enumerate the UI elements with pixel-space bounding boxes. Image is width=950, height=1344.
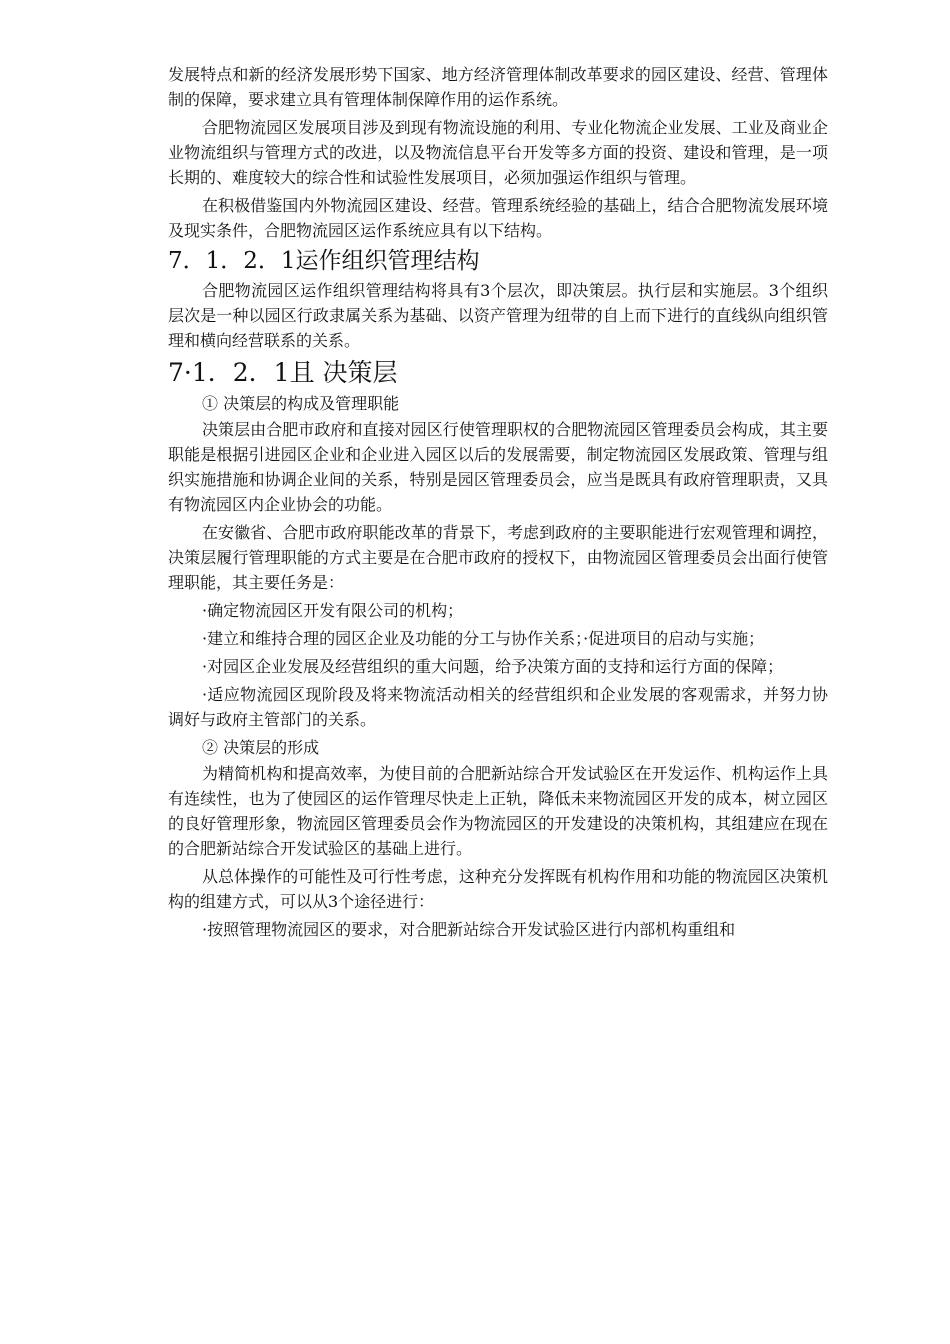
paragraph-4: 合肥物流园区运作组织管理结构将具有3个层次，即决策层。执行层和实施层。3个组织层次是一种以园区行政隶属关系为基础、以资产管理为纽带的自上而下进行的直线纵向组织管理和横向经营联系的关系。 xyxy=(168,281,828,350)
paragraph-3: 在积极借鉴国内外物流园区建设、经营。管理系统经验的基础上，结合合肥物流发展环境及现实条件，合肥物流园区运作系统应具有以下结构。 xyxy=(168,196,828,240)
bullet-item-2: ·建立和维持合理的园区企业及功能的分工与协作关系；·促进项目的启动与实施； xyxy=(202,629,765,648)
bullet-item-3: ·对园区企业发展及经营组织的重大问题，给予决策方面的支持和运行方面的保障； xyxy=(202,657,784,676)
paragraph-8: 从总体操作的可能性及可行性考虑，这种充分发挥既有机构作用和功能的物流园区决策机构的组建方式，可以从3个途径进行： xyxy=(168,867,828,911)
paragraph-6: 在安徽省、合肥市政府职能改革的背景下，考虑到政府的主要职能进行宏观管理和调控，决策层履行管理职能的方式主要是在合肥市政府的授权下，由物流园区管理委员会出面行使管理职能，其主要任务是： xyxy=(168,523,828,592)
bullet-item-4: ·适应物流园区现阶段及将来物流活动相关的经营组织和企业发展的客观需求，并努力协调好与政府主管部门的关系。 xyxy=(168,685,828,729)
subheading-2: ② 决策层的形成 xyxy=(202,738,320,757)
paragraph-5: 决策层由合肥市政府和直接对园区行使管理职权的合肥物流园区管理委员会构成，其主要职能是根据引进园区企业和企业进入园区以后的发展需要，制定物流园区发展政策、管理与组织实施措施和协调企业间的关系，特别是园区管理委员会，应当是既具有政府管理职责，又具有物流园区内企业协会的功能。 xyxy=(168,420,828,514)
section-heading-decision-layer: 7·1．2．1且 决策层 xyxy=(168,358,398,387)
paragraph-7: 为精简机构和提高效率，为使目前的合肥新站综合开发试验区在开发运作、机构运作上具有连续性，也为了使园区的运作管理尽快走上正轨，降低未来物流园区开发的成本，树立园区的良好管理形象，物流园区管理委员会作为物流园区的开发建设的决策机构，其组建应在现在的合肥新站综合开发试验区的基础上进行。 xyxy=(168,764,828,858)
document-page xyxy=(168,62,828,945)
paragraph-1: 发展特点和新的经济发展形势下国家、地方经济管理体制改革要求的园区建设、经营、管理体制的保障，要求建立具有管理体制保障作用的运作系统。 xyxy=(168,65,828,109)
section-heading-7-1-2-1: 7．1．2．1运作组织管理结构 xyxy=(168,248,480,274)
bullet-item-1: ·确定物流园区开发有限公司的机构； xyxy=(202,601,464,620)
bullet-item-5: ·按照管理物流园区的要求，对合肥新站综合开发试验区进行内部机构重组和 xyxy=(202,920,736,939)
subheading-1: ① 决策层的构成及管理职能 xyxy=(202,394,400,413)
paragraph-2: 合肥物流园区发展项目涉及到现有物流设施的利用、专业化物流企业发展、工业及商业企业物流组织与管理方式的改进，以及物流信息平台开发等多方面的投资、建设和管理，是一项长期的、难度较大的综合性和试验性发展项目，必须加强运作组织与管理。 xyxy=(168,118,828,187)
